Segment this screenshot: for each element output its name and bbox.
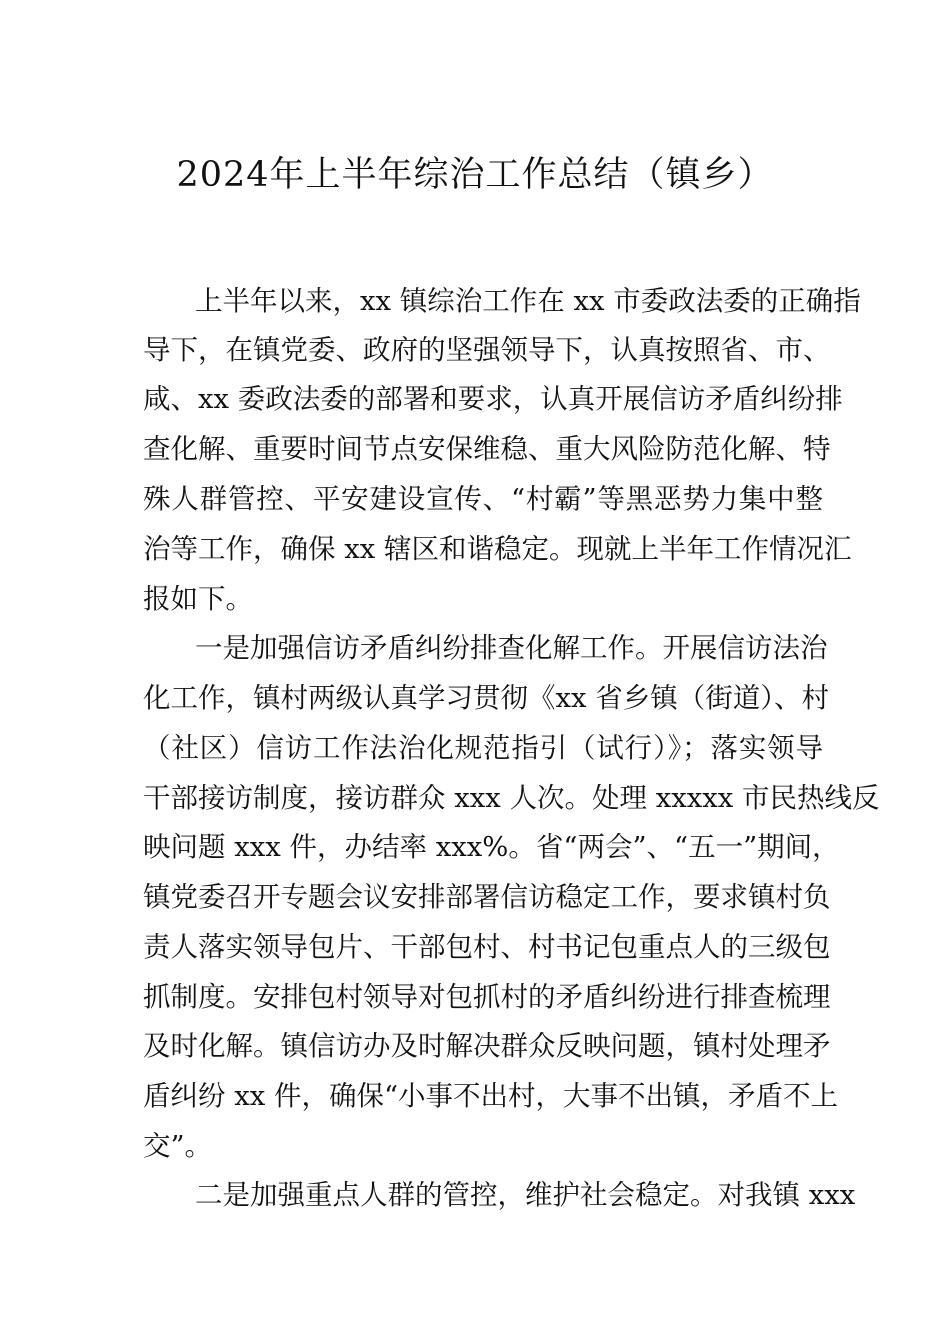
paragraph-2-line-9: 及时化解。镇信访办及时解决群众反映问题，镇村处理矛 — [143, 1030, 831, 1062]
paragraph-1-line-5: 殊人群管控、平安建设宣传、“村霸”等黑恶势力集中整 — [143, 483, 823, 515]
document-title: 2024年上半年综治工作总结（镇乡） — [176, 155, 774, 195]
paragraph-2-line-11: 交”。 — [143, 1130, 213, 1162]
paragraph-2-line-10: 盾纠纷 xx 件，确保“小事不出村，大事不出镇，矛盾不上 — [143, 1080, 839, 1112]
paragraph-2-line-8: 抓制度。安排包村领导对包抓村的矛盾纠纷进行排查梳理 — [143, 981, 831, 1013]
paragraph-1-line-7: 报如下。 — [143, 583, 253, 615]
paragraph-2-line-7: 责人落实领导包片、干部包村、村书记包重点人的三级包 — [143, 931, 831, 963]
paragraph-2-line-2: 化工作，镇村两级认真学习贯彻《xx 省乡镇（街道）、村 — [143, 682, 830, 714]
paragraph-2-line-4: 干部接访制度，接访群众 xxx 人次。处理 xxxxx 市民热线反 — [143, 782, 880, 814]
paragraph-2-line-5: 映问题 xxx 件，办结率 xxx%。省“两会”、“五一”期间， — [143, 831, 840, 863]
paragraph-3-line-1: 二是加强重点人群的管控，维护社会稳定。对我镇 xxx — [195, 1179, 856, 1211]
paragraph-1-line-4: 查化解、重要时间节点安保维稳、重大风险防范化解、特 — [143, 433, 831, 465]
paragraph-1-line-1: 上半年以来，xx 镇综治工作在 xx 市委政法委的正确指 — [195, 285, 861, 317]
paragraph-1-line-2: 导下，在镇党委、政府的坚强领导下，认真按照省、市、 — [143, 334, 831, 366]
paragraph-1-line-6: 治等工作，确保 xx 辖区和谐稳定。现就上半年工作情况汇 — [143, 533, 852, 565]
paragraph-1-line-3: 咸、xx 委政法委的部署和要求，认真开展信访矛盾纠纷排 — [143, 383, 843, 415]
paragraph-2-line-6: 镇党委召开专题会议安排部署信访稳定工作，要求镇村负 — [143, 881, 831, 913]
paragraph-2-line-3: （社区）信访工作法治化规范指引（试行）》；落实领导 — [143, 732, 823, 764]
paragraph-2-line-1: 一是加强信访矛盾纠纷排查化解工作。开展信访法治 — [195, 632, 828, 664]
